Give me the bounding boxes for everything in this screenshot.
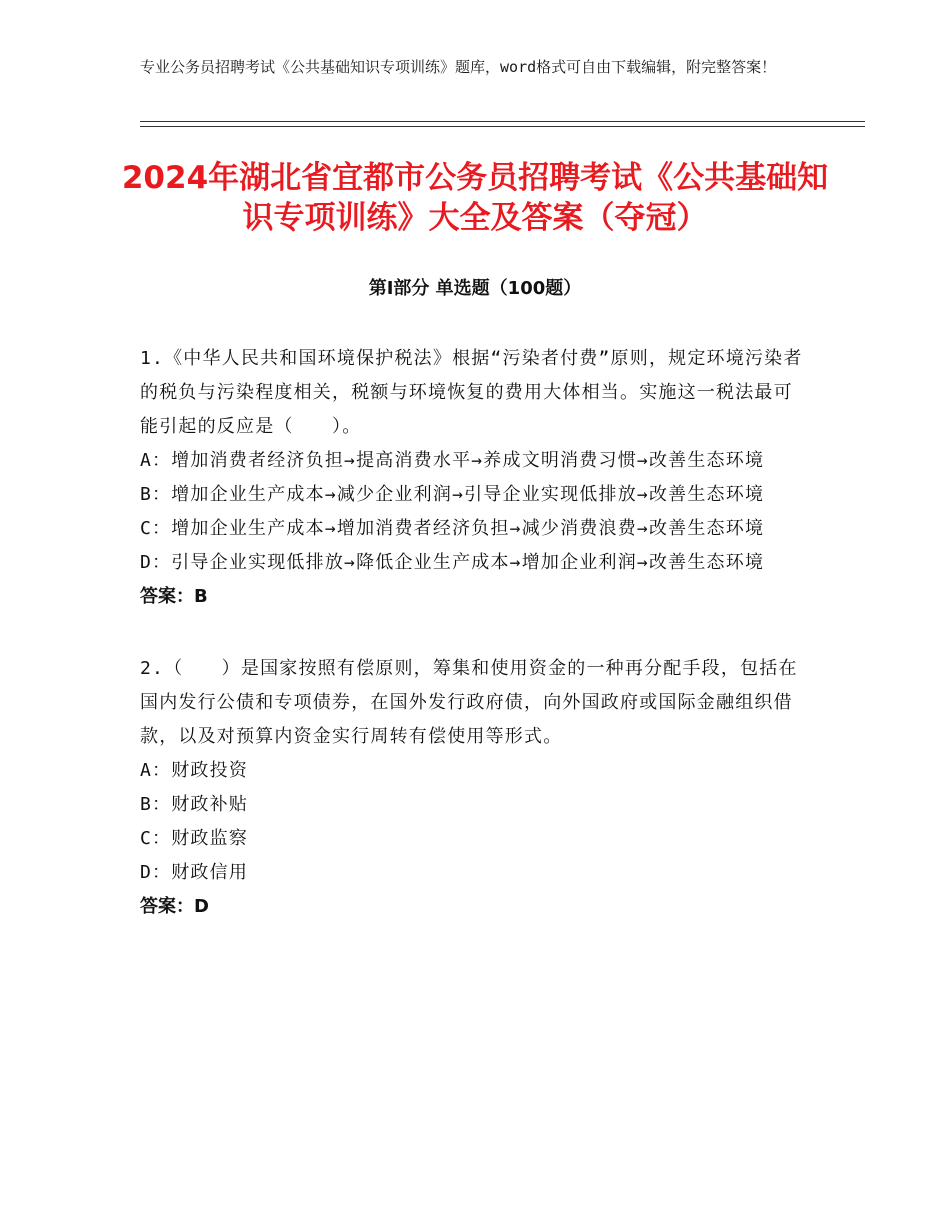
option-c: C：增加企业生产成本→增加消费者经济负担→减少消费浪费→改善生态环境	[140, 518, 765, 539]
header-note: 专业公务员招聘考试《公共基础知识专项训练》题库，word格式可自由下载编辑，附完整答案！	[140, 58, 777, 76]
question-1	[140, 342, 810, 614]
document-title: 2024年湖北省宜都市公务员招聘考试《公共基础知识专项训练》大全及答案（夺冠）	[121, 160, 829, 236]
option-a: A：增加消费者经济负担→提高消费水平→养成文明消费习惯→改善生态环境	[140, 450, 765, 471]
option-b: B：财政补贴	[140, 794, 249, 815]
option-b: B：增加企业生产成本→减少企业利润→引导企业实现低排放→改善生态环境	[140, 484, 765, 505]
option-c: C：财政监察	[140, 828, 249, 849]
option-d: D：引导企业实现低排放→降低企业生产成本→增加企业利润→改善生态环境	[140, 552, 765, 573]
question-text: 1.《中华人民共和国环境保护税法》根据“污染者付费”原则，规定环境污染者的税负与污染程度相关，税额与环境恢复的费用大体相当。实施这一税法最可能引起的反应是（ ）。	[140, 348, 803, 437]
question-text: 2.（ ）是国家按照有偿原则，筹集和使用资金的一种再分配手段，包括在国内发行公债和专项债券，在国外发行政府债，向外国政府或国际金融组织借款，以及对预算内资金实行周转有偿使用等形式。	[140, 658, 798, 747]
question-2	[140, 652, 810, 924]
option-d: D：财政信用	[140, 862, 249, 883]
answer: 答案：B	[140, 586, 208, 607]
section-title: 第Ⅰ部分 单选题（100题）	[368, 278, 582, 299]
header-divider	[140, 121, 865, 127]
answer: 答案：D	[140, 896, 209, 917]
option-a: A：财政投资	[140, 760, 249, 781]
question-list	[140, 342, 810, 962]
